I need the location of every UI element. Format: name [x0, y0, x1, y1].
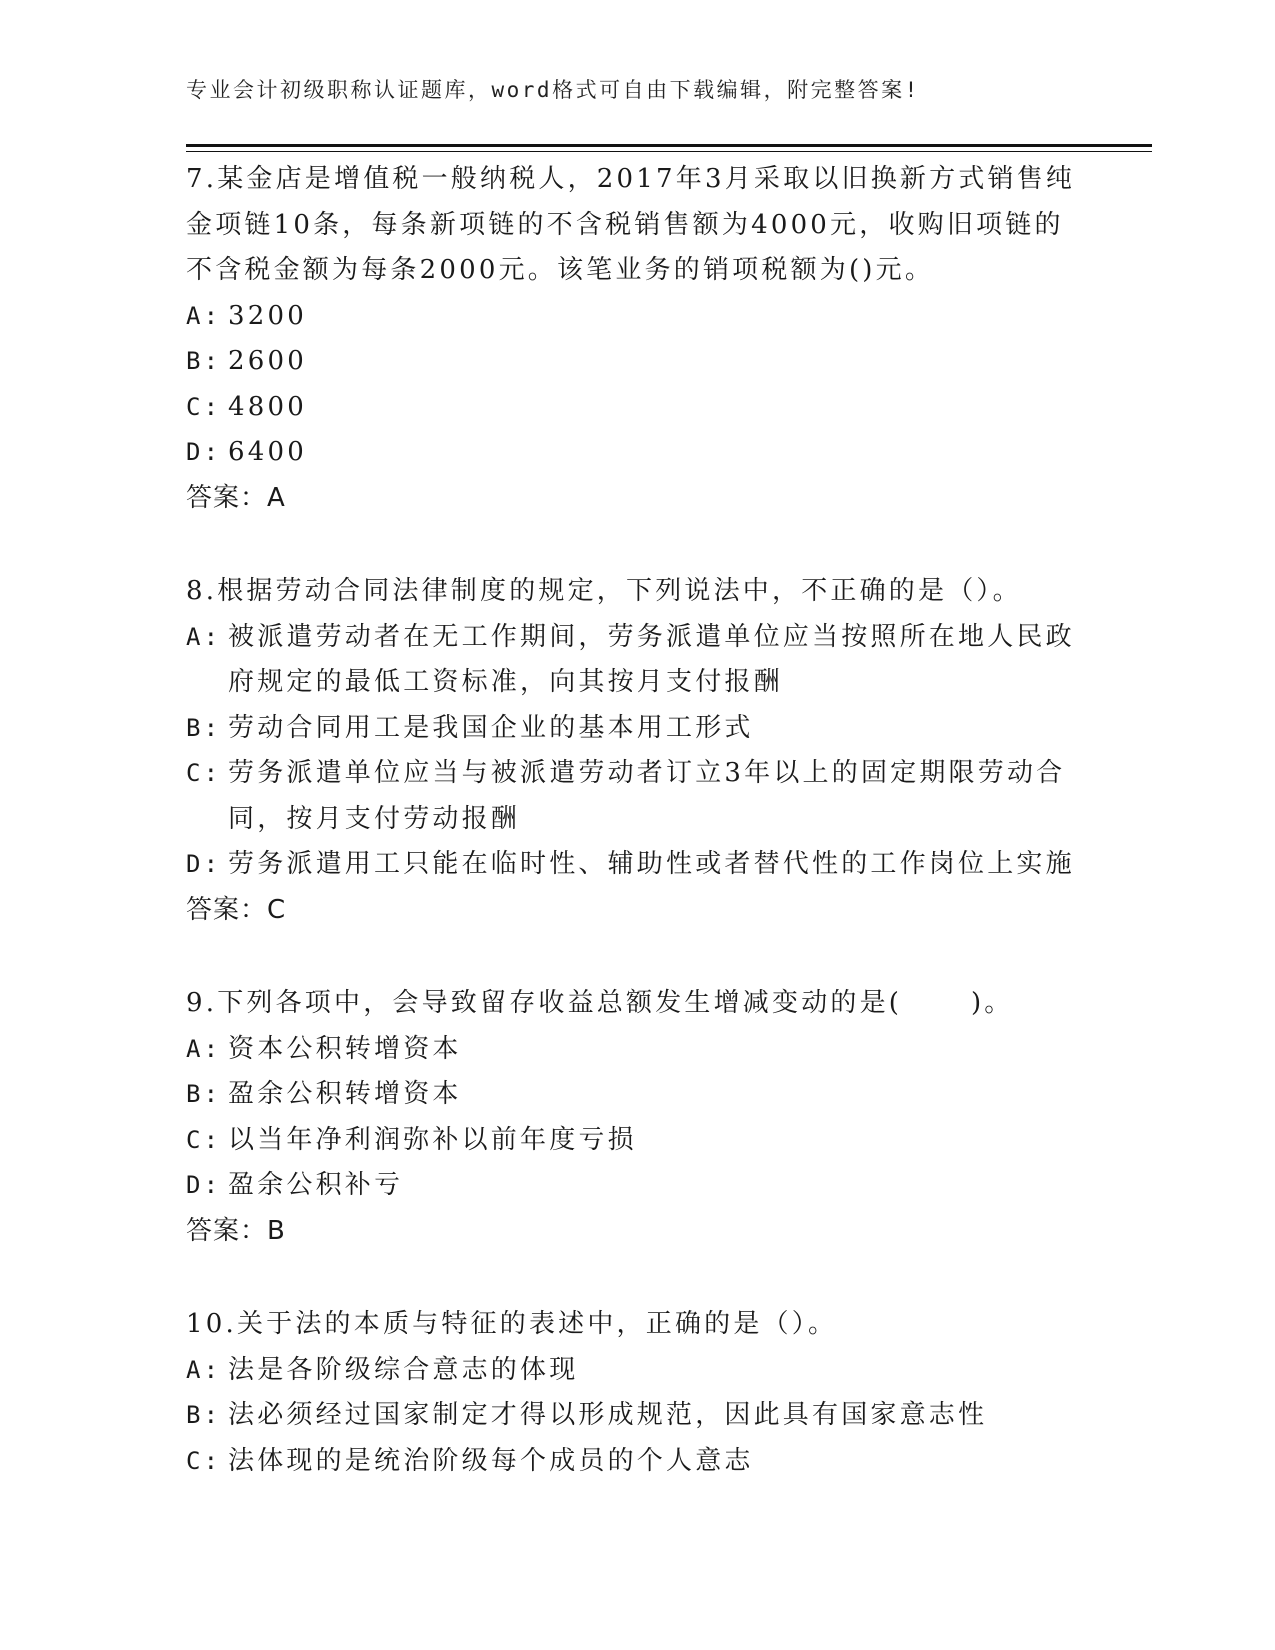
option-letter: D:	[186, 850, 222, 878]
option-text: 劳务派遣单位应当与被派遣劳动者订立3年以上的固定期限劳动合同，按月支付劳动报酬	[228, 758, 1066, 834]
option-text: 被派遣劳动者在无工作期间，劳务派遣单位应当按照所在地人民政府规定的最低工资标准，向其按月支付报酬	[228, 621, 1075, 697]
option-c	[186, 385, 1086, 431]
option-letter: A:	[186, 1355, 222, 1384]
option-letter: C:	[186, 759, 222, 787]
option-c	[186, 1439, 1086, 1485]
option-letter: C:	[186, 1125, 222, 1154]
header-divider-thin	[186, 151, 1152, 152]
option-b	[186, 706, 1086, 752]
option-letter: B:	[186, 713, 222, 742]
option-b	[186, 339, 1086, 385]
option-text: 6400	[228, 437, 307, 467]
option-c	[186, 1118, 1086, 1164]
question-stem: 8.根据劳动合同法律制度的规定，下列说法中，不正确的是（）。	[186, 576, 1022, 606]
option-letter: A:	[186, 1034, 222, 1063]
option-text: 盈余公积转增资本	[228, 1079, 462, 1109]
question-stem: 10.关于法的本质与特征的表述中，正确的是（）。	[186, 1309, 838, 1339]
option-text: 盈余公积补亏	[228, 1170, 404, 1200]
option-letter: C:	[186, 392, 222, 421]
option-text: 以当年净利润弥补以前年度亏损	[228, 1124, 637, 1155]
page-header: 专业会计初级职称认证题库，word格式可自由下载编辑，附完整答案!	[186, 78, 920, 102]
option-a	[186, 615, 1086, 706]
option-a	[186, 1348, 1086, 1394]
option-text: 2600	[228, 346, 307, 376]
option-text: 资本公积转增资本	[228, 1033, 462, 1064]
question-8	[186, 569, 1086, 933]
question-list	[186, 157, 1086, 1484]
option-a	[186, 294, 1086, 340]
option-text: 3200	[228, 300, 307, 331]
question-stem: 7.某金店是增值税一般纳税人，2017年3月采取以旧换新方式销售纯金项链10条，每条新项链的不含税销售额为4000元，收购旧项链的不含税金额为每条2000元。该笔业务的销项税额为()元。	[186, 164, 1076, 285]
option-text: 法必须经过国家制定才得以形成规范，因此具有国家意志性	[228, 1400, 988, 1430]
question-10	[186, 1302, 1086, 1484]
answer-label: 答案：C	[186, 894, 287, 925]
question-9	[186, 981, 1086, 1254]
option-text: 劳动合同用工是我国企业的基本用工形式	[228, 712, 754, 743]
option-letter: B:	[186, 1080, 222, 1108]
option-text: 法体现的是统治阶级每个成员的个人意志	[228, 1445, 754, 1476]
option-b	[186, 1393, 1086, 1439]
option-text: 法是各阶级综合意志的体现	[228, 1354, 579, 1385]
option-d	[186, 842, 1086, 888]
option-b	[186, 1072, 1086, 1118]
option-d	[186, 1163, 1086, 1209]
option-text: 劳务派遣用工只能在临时性、辅助性或者替代性的工作岗位上实施	[228, 849, 1075, 879]
option-letter: D:	[186, 438, 222, 466]
option-letter: A:	[186, 622, 222, 651]
option-a	[186, 1027, 1086, 1073]
option-letter: A:	[186, 301, 222, 330]
answer-label: 答案：B	[186, 1215, 286, 1246]
option-letter: C:	[186, 1446, 222, 1475]
option-letter: B:	[186, 347, 222, 375]
question-7	[186, 157, 1086, 521]
option-c	[186, 751, 1086, 842]
option-text: 4800	[228, 391, 307, 422]
option-letter: B:	[186, 1401, 222, 1429]
option-letter: D:	[186, 1171, 222, 1199]
answer-label: 答案：A	[186, 482, 286, 513]
question-stem: 9.下列各项中，会导致留存收益总额发生增减变动的是( )。	[186, 988, 1014, 1018]
header-divider-thick	[186, 144, 1152, 147]
option-d	[186, 430, 1086, 476]
